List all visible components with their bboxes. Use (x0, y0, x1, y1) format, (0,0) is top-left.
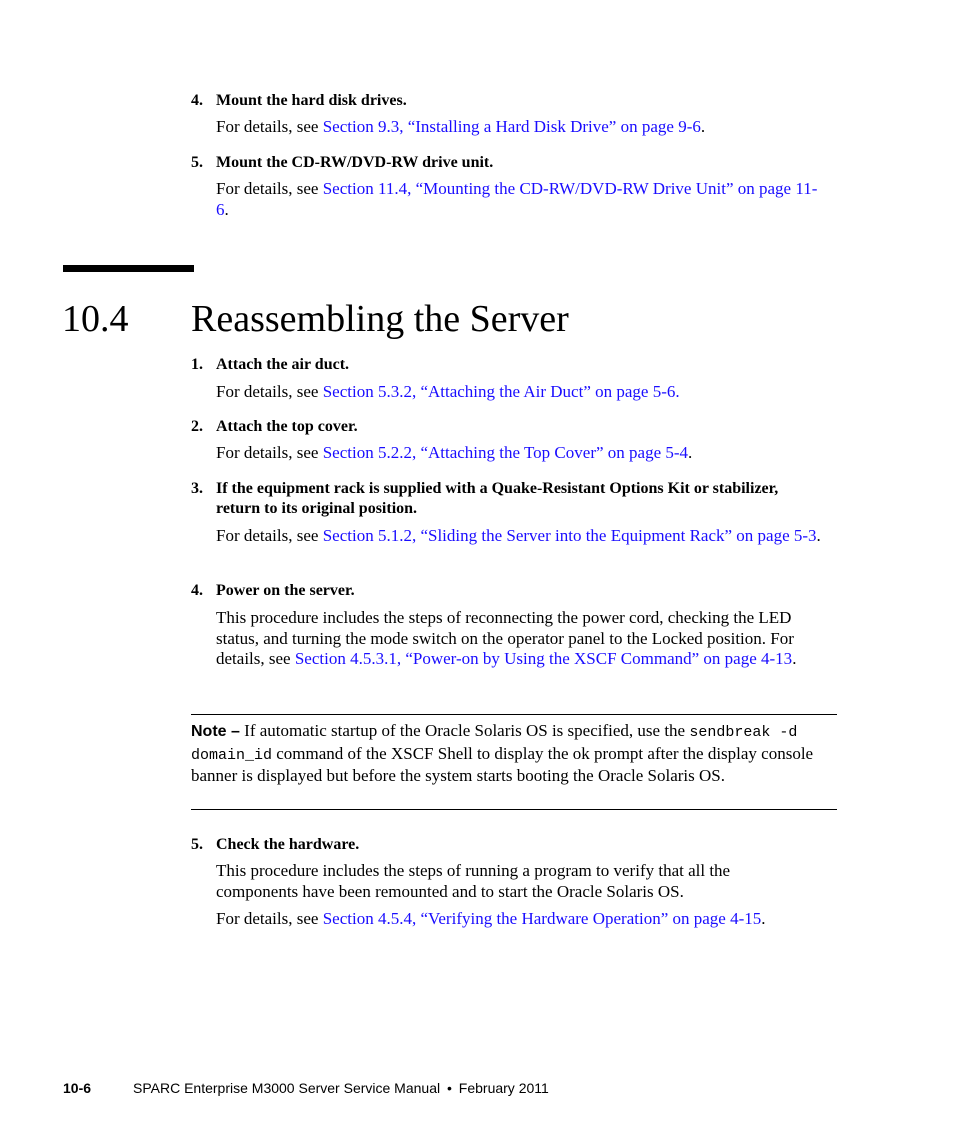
step-number: 5. (191, 836, 203, 853)
step-detail (216, 526, 821, 547)
note-text-before: If automatic startup of the Oracle Solaris OS is specified, use the (239, 721, 690, 740)
step-detail (216, 117, 826, 138)
section-rule (63, 265, 194, 272)
cross-reference-link[interactable]: Section 4.5.4, “Verifying the Hardware Operation” on page 4-15 (322, 909, 762, 928)
step-title: Check the hardware. (216, 836, 360, 853)
detail-prefix: For details, see (216, 179, 323, 198)
cross-reference-link[interactable]: Section 4.5.3.1, “Power-on by Using the XSCF Command” on page 4-13 (294, 649, 793, 668)
cross-reference-link[interactable]: Section 5.1.2, “Sliding the Server into the Equipment Rack” on page 5-3 (322, 526, 817, 545)
cross-reference-link[interactable]: Section 9.3, “Installing a Hard Disk Drive” on page 9-6 (322, 117, 701, 136)
step-4-power-on (191, 581, 355, 601)
detail-suffix: . (700, 117, 706, 136)
detail-suffix: . (792, 649, 797, 668)
step-number: 1. (191, 356, 203, 373)
detail-prefix: For details, see (216, 526, 323, 545)
step-number: 4. (191, 582, 203, 599)
step-5-mount-cdrw (191, 153, 493, 173)
cross-reference-link[interactable]: Section 5.2.2, “Attaching the Top Cover” on page 5-4 (322, 443, 689, 462)
section-title: Reassembling the Server (191, 298, 569, 340)
detail-prefix: For details, see (216, 117, 323, 136)
note-box (191, 714, 837, 810)
note-text-after: command of the XSCF Shell to display the ok prompt after the display console banner is displayed but before the system starts booting the Oracle Solaris OS. (191, 743, 814, 785)
detail-prefix: This procedure includes the steps of reconnecting the power cord, checking the LED status, and turning the mode switch on the operator panel to the Locked position. For details, see (216, 608, 794, 668)
step-title: If the equipment rack is supplied with a Quake-Resistant Options Kit or stabilizer, return to its original position. (216, 480, 779, 517)
note-text (191, 721, 837, 787)
footer-title (133, 1079, 549, 1097)
detail-prefix: For details, see (216, 443, 323, 462)
step-number: 3. (191, 480, 203, 497)
step-detail (216, 608, 828, 670)
detail-suffix: . (688, 443, 693, 462)
detail-suffix: . (816, 526, 821, 545)
detail-prefix: For details, see (216, 909, 323, 928)
step-4-mount-hdd (191, 91, 407, 111)
step-title: Power on the server. (216, 582, 355, 599)
step-number: 5. (191, 154, 203, 171)
step-2-attach-top-cover (191, 417, 358, 437)
detail-prefix: For details, see (216, 382, 323, 401)
step-number: 2. (191, 418, 203, 435)
step-detail (216, 179, 821, 220)
note-code: sendbreak -d domain_id (191, 724, 798, 764)
step-3-return-stabilizer (191, 479, 811, 519)
step-title: Mount the CD-RW/DVD-RW drive unit. (216, 154, 494, 171)
footer-date: February 2011 (458, 1080, 549, 1096)
cross-reference-link[interactable]: Section 5.3.2, “Attaching the Air Duct” on page 5-6. (322, 382, 680, 401)
step-title: Mount the hard disk drives. (216, 92, 407, 109)
footer-bullet: • (446, 1080, 452, 1096)
footer-manual-title: SPARC Enterprise M3000 Server Service Manual (133, 1080, 441, 1096)
step-1-attach-air-duct (191, 355, 349, 375)
footer-page-number: 10-6 (63, 1080, 92, 1096)
step-body: This procedure includes the steps of running a program to verify that all the components have been remounted and to start the Oracle Solaris OS. (216, 861, 731, 901)
step-5-check-hardware (191, 835, 359, 855)
note-label: Note – (191, 723, 240, 740)
step-detail (216, 382, 826, 403)
step-detail (216, 909, 826, 930)
cross-reference-link[interactable]: Section 11.4, “Mounting the CD-RW/DVD-RW Drive Unit” on page 11-6 (216, 179, 818, 219)
section-number: 10.4 (62, 298, 129, 340)
step-title: Attach the air duct. (216, 356, 350, 373)
step-number: 4. (191, 92, 203, 109)
detail-suffix: . (224, 199, 229, 219)
step-detail (216, 443, 826, 464)
detail-suffix: . (761, 909, 766, 928)
step-title: Attach the top cover. (216, 418, 358, 435)
